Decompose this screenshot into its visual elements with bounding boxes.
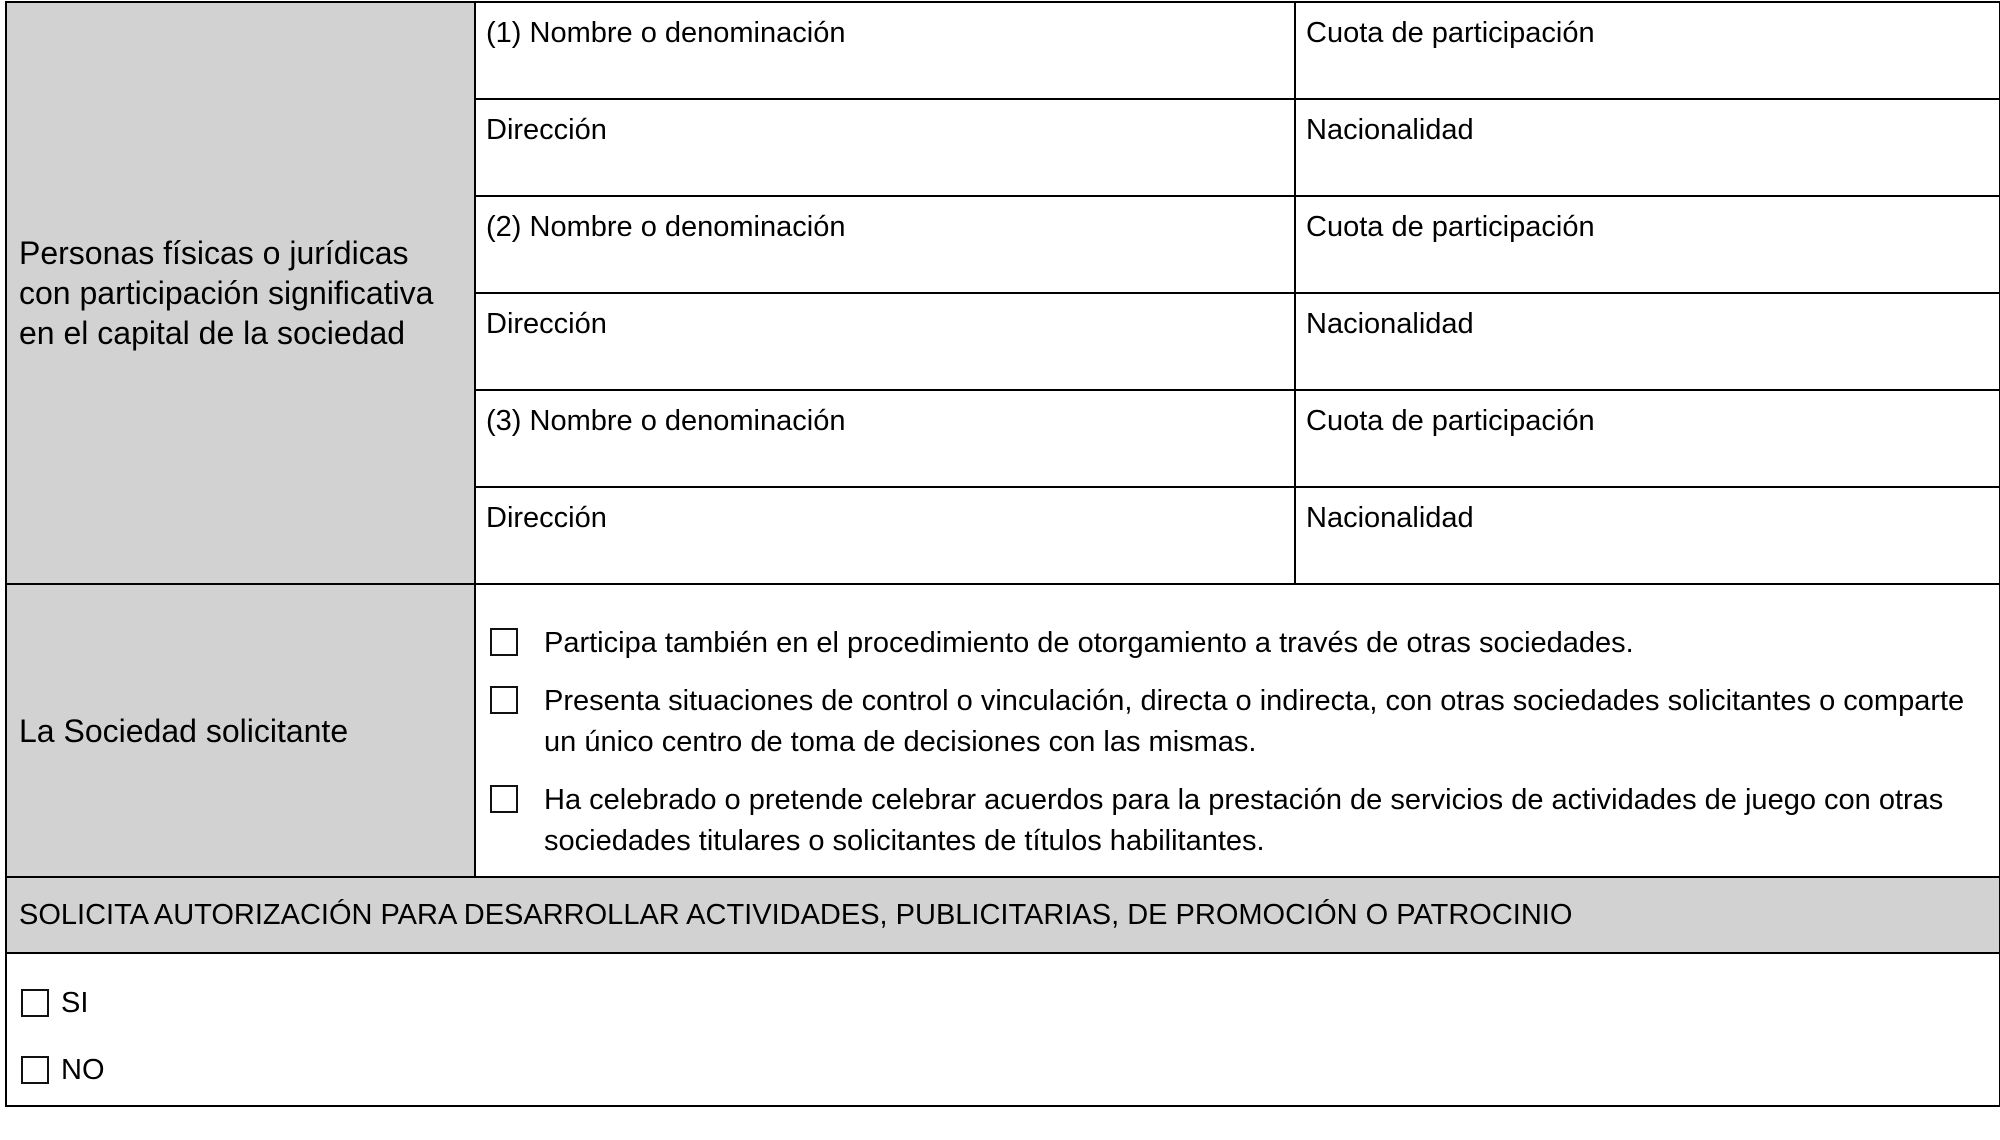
- shareholder-2-address-row: [476, 294, 2000, 391]
- shareholder-1-name-row: [476, 3, 2000, 100]
- applicant-option-service-agreements[interactable]: [488, 780, 1979, 862]
- no-label: NO: [61, 1053, 105, 1086]
- yes-checkbox[interactable]: [21, 989, 49, 1017]
- shareholder-1-nationality-field[interactable]: Nacionalidad: [1296, 100, 2000, 197]
- advertising-options-row: [7, 954, 2000, 1107]
- checkbox[interactable]: [490, 785, 518, 813]
- shareholder-2-address-field[interactable]: Dirección: [476, 294, 1296, 391]
- shareholder-1-address-row: [476, 100, 2000, 197]
- shareholder-2-name-field[interactable]: (2) Nombre o denominación: [476, 197, 1296, 294]
- shareholder-3-quota-field[interactable]: Cuota de participación: [1296, 391, 2000, 488]
- shareholder-1-quota-field[interactable]: Cuota de participación: [1296, 3, 2000, 100]
- yes-label: SI: [61, 986, 89, 1019]
- applicant-option-other-companies[interactable]: [488, 623, 1979, 664]
- shareholders-section: [7, 3, 2000, 585]
- shareholder-3-nationality-field[interactable]: Nacionalidad: [1296, 488, 2000, 585]
- shareholder-3-name-field[interactable]: (3) Nombre o denominación: [476, 391, 1296, 488]
- applicant-options: [476, 585, 2000, 878]
- applicant-label: La Sociedad solicitante: [7, 585, 476, 878]
- shareholder-3-address-row: [476, 488, 2000, 585]
- shareholders-label: Personas físicas o jurídicas con participación significativa en el capital de la sociedad: [7, 3, 476, 585]
- shareholder-2-name-row: [476, 197, 2000, 294]
- shareholder-3-address-field[interactable]: Dirección: [476, 488, 1296, 585]
- shareholder-2-nationality-field[interactable]: Nacionalidad: [1296, 294, 2000, 391]
- applicant-option-label: Presenta situaciones de control o vinculación, directa o indirecta, con otras sociedades solicitantes o comparte un único centro de toma de decisiones con las mismas.: [544, 685, 1965, 758]
- shareholders-fields: [476, 3, 2000, 585]
- advertising-options: [7, 954, 2000, 1107]
- shareholder-1-address-field[interactable]: Dirección: [476, 100, 1296, 197]
- applicant-option-control-link[interactable]: [488, 681, 1979, 763]
- advertising-option-no[interactable]: [19, 1053, 1987, 1087]
- checkbox[interactable]: [490, 686, 518, 714]
- shareholder-3-name-row: [476, 391, 2000, 488]
- applicant-section: [7, 585, 2000, 878]
- shareholder-1-name-field[interactable]: (1) Nombre o denominación: [476, 3, 1296, 100]
- shareholder-2-quota-field[interactable]: Cuota de participación: [1296, 197, 2000, 294]
- no-checkbox[interactable]: [21, 1056, 49, 1084]
- applicant-option-label: Ha celebrado o pretende celebrar acuerdos para la prestación de servicios de actividades de juego con otras sociedades titulares o solicitantes de títulos habilitantes.: [544, 784, 1944, 857]
- advertising-option-yes[interactable]: [19, 986, 1987, 1020]
- checkbox[interactable]: [490, 628, 518, 656]
- application-form: [5, 1, 2000, 1107]
- applicant-option-label: Participa también en el procedimiento de otorgamiento a través de otras sociedades.: [544, 627, 1634, 659]
- advertising-header: SOLICITA AUTORIZACIÓN PARA DESARROLLAR ACTIVIDADES, PUBLICITARIAS, DE PROMOCIÓN O PATROCINIO: [7, 878, 2000, 954]
- advertising-header-row: [7, 878, 2000, 954]
